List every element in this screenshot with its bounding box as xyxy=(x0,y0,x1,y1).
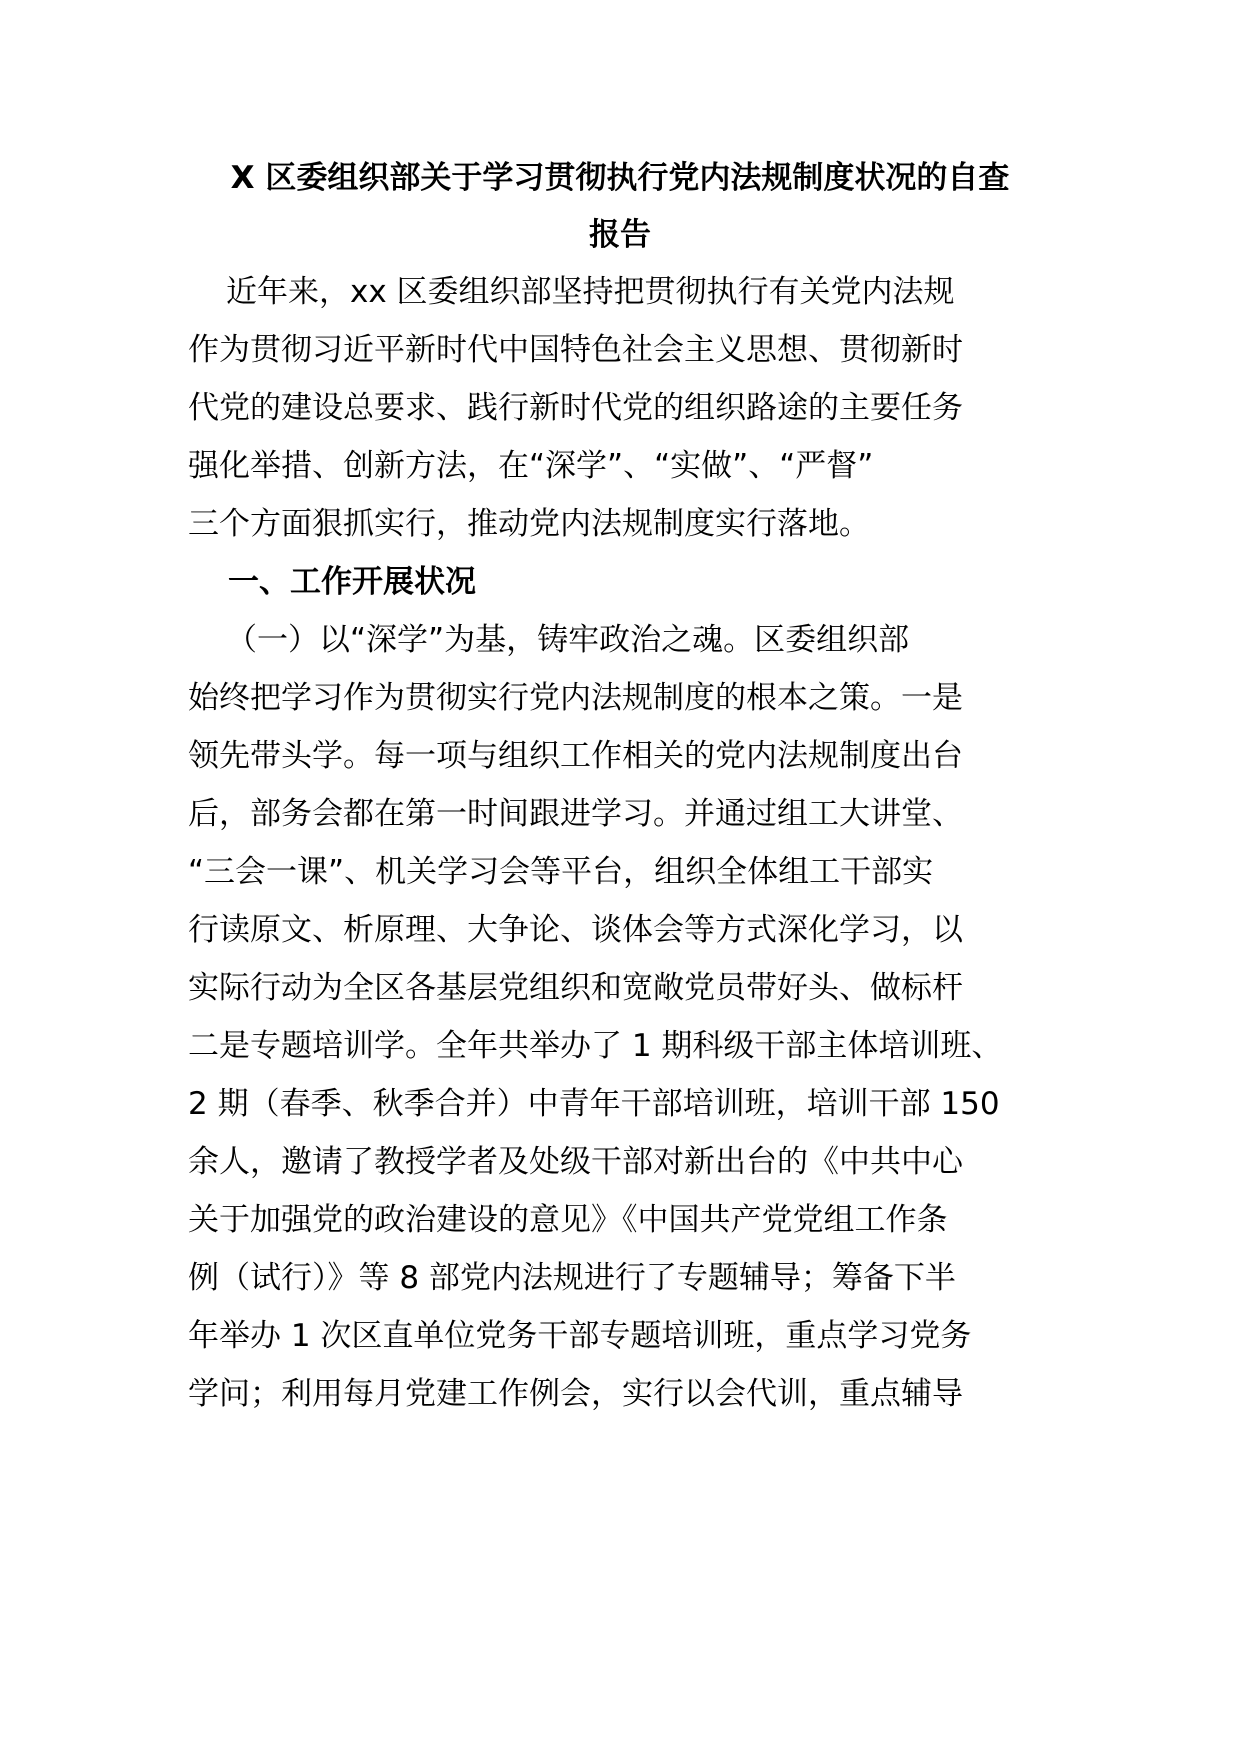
paragraph-line: 关于加强党的政治建设的意见》《中国共产党党组工作条 xyxy=(188,1202,948,1238)
paragraph-line: 2 期（春季、秋季合并）中青年干部培训班，培训干部 150 xyxy=(188,1086,1000,1122)
paragraph-line: 二是专题培训学。全年共举办了 1 期科级干部主体培训班、 xyxy=(188,1028,1003,1064)
paragraph-line: （一）以“深学”为基，铸牢政治之魂。区委组织部 xyxy=(226,622,910,658)
paragraph-line: 学问；利用每月党建工作例会，实行以会代训，重点辅导 xyxy=(188,1376,963,1412)
paragraph-line: 实际行动为全区各基层党组织和宽敞党员带好头、做标杆 xyxy=(188,970,963,1006)
paragraph-line: 领先带头学。每一项与组织工作相关的党内法规制度出台 xyxy=(188,738,963,774)
paragraph-line: 近年来，xx 区委组织部坚持把贯彻执行有关党内法规 xyxy=(226,274,955,310)
paragraph-line: “三会一课”、机关学习会等平台，组织全体组工干部实 xyxy=(188,854,934,890)
paragraph-line: 余人，邀请了教授学者及处级干部对新出台的《中共中心 xyxy=(188,1144,963,1180)
paragraph-line: 年举办 1 次区直单位党务干部专题培训班，重点学习党务 xyxy=(188,1318,972,1354)
paragraph-line: 作为贯彻习近平新时代中国特色社会主义思想、贯彻新时 xyxy=(188,332,963,368)
paragraph-line: 例（试行）》等 8 部党内法规进行了专题辅导；筹备下半 xyxy=(188,1260,956,1296)
paragraph-line: 行读原文、析原理、大争论、谈体会等方式深化学习，以 xyxy=(188,912,963,948)
section-heading: 一、工作开展状况 xyxy=(228,564,476,600)
title-line-1: X 区委组织部关于学习贯彻执行党内法规制度状况的自查 xyxy=(230,160,1010,196)
paragraph-line: 始终把学习作为贯彻实行党内法规制度的根本之策。一是 xyxy=(188,680,963,716)
paragraph-line: 三个方面狠抓实行，推动党内法规制度实行落地。 xyxy=(188,506,870,542)
paragraph-line: 后，部务会都在第一时间跟进学习。并通过组工大讲堂、 xyxy=(188,796,963,832)
title-line-2: 报告 xyxy=(589,217,651,253)
paragraph-line: 强化举措、创新方法，在“深学”、“实做”、“严督” xyxy=(188,448,874,484)
paragraph-line: 代党的建设总要求、践行新时代党的组织路途的主要任务 xyxy=(188,390,963,426)
